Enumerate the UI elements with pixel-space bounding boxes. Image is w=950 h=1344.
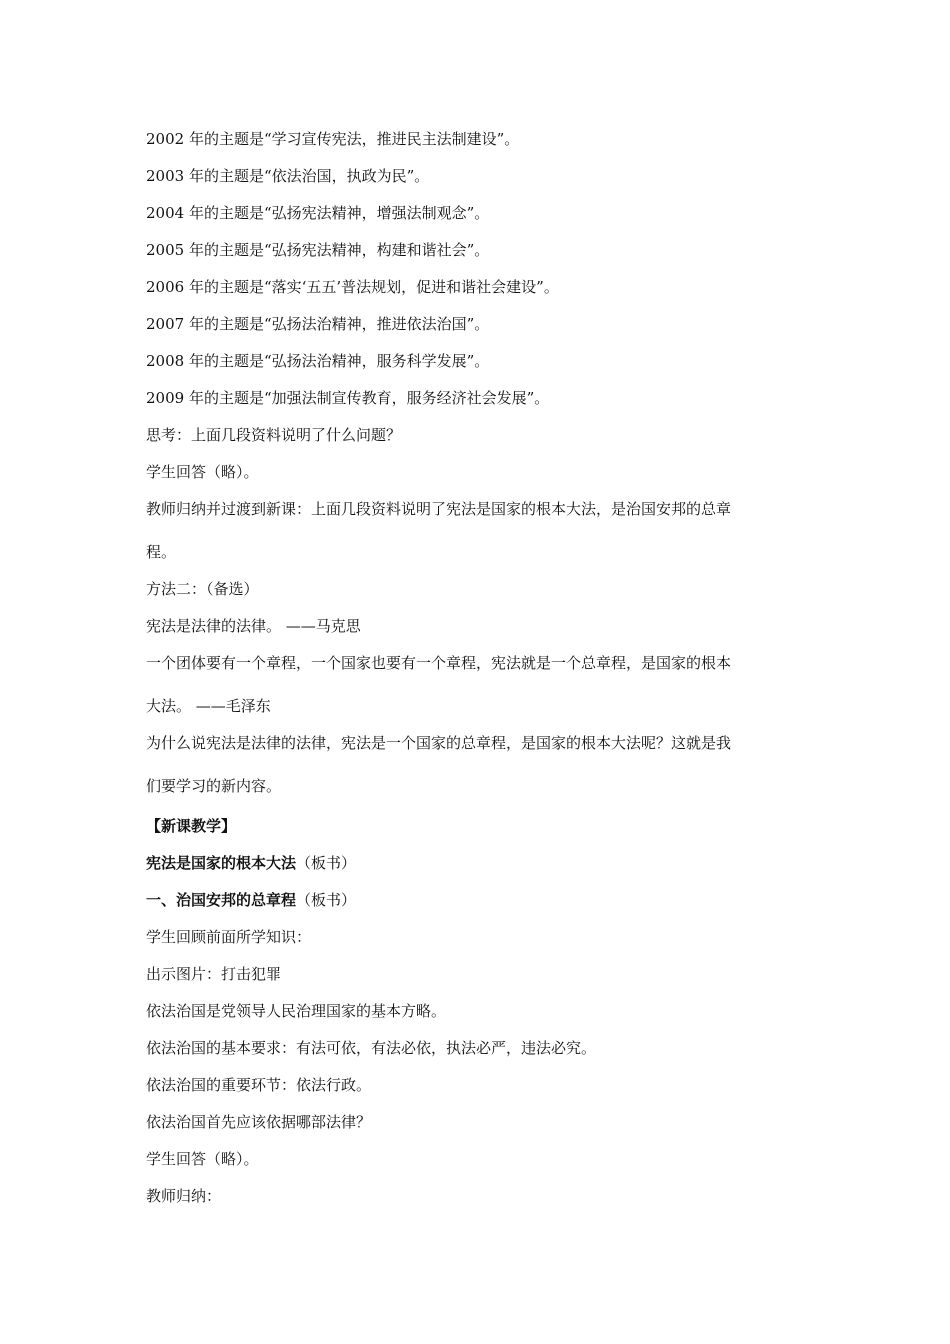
paragraph-teacher-summary-line-1: 教师归纳并过渡到新课：上面几段资料说明了宪法是国家的根本大法，是治国安邦的总章 bbox=[146, 500, 732, 518]
subsection-title-governance-note: （板书） bbox=[296, 891, 357, 909]
paragraph-theme-2006: 2006 年的主题是“落实‘五五’普法规划，促进和谐社会建设”。 bbox=[146, 278, 559, 296]
paragraph-theme-2003: 2003 年的主题是“依法治国，执政为民”。 bbox=[146, 167, 430, 185]
section-title-constitution bbox=[146, 853, 806, 873]
paragraph-student-answer-2: 学生回答（略）。 bbox=[146, 1150, 259, 1168]
quote-marx: 宪法是法律的法律。 ——马克思 bbox=[146, 617, 361, 635]
subsection-title-governance-text: 一、治国安邦的总章程 bbox=[146, 891, 297, 909]
paragraph-review: 学生回顾前面所学知识： bbox=[146, 928, 312, 946]
section-title-constitution-text: 宪法是国家的根本大法 bbox=[146, 854, 297, 872]
quote-mao-line-1: 一个团体要有一个章程，一个国家也要有一个章程，宪法就是一个总章程，是国家的根本 bbox=[146, 654, 732, 672]
paragraph-theme-2005: 2005 年的主题是“弘扬宪法精神，构建和谐社会”。 bbox=[146, 241, 490, 259]
paragraph-transition-line-2: 们要学习的新内容。 bbox=[146, 777, 282, 795]
section-heading-new-lesson: 【新课教学】 bbox=[146, 817, 237, 835]
subsection-title-governance bbox=[146, 890, 806, 910]
quote-mao-line-2: 大法。 ——毛泽东 bbox=[146, 697, 271, 715]
paragraph-important-link: 依法治国的重要环节：依法行政。 bbox=[146, 1076, 372, 1094]
paragraph-theme-2002: 2002 年的主题是“学习宣传宪法，推进民主法制建设”。 bbox=[146, 130, 520, 148]
paragraph-show-image: 出示图片：打击犯罪 bbox=[146, 965, 282, 983]
paragraph-theme-2007: 2007 年的主题是“弘扬法治精神，推进依法治国”。 bbox=[146, 315, 490, 333]
paragraph-method-two: 方法二：（备选） bbox=[146, 580, 259, 598]
paragraph-teacher-conclusion: 教师归纳： bbox=[146, 1187, 222, 1205]
section-title-constitution-note: （板书） bbox=[296, 854, 357, 872]
paragraph-which-law: 依法治国首先应该依据哪部法律？ bbox=[146, 1113, 372, 1131]
paragraph-basic-requirements: 依法治国的基本要求：有法可依，有法必依，执法必严，违法必究。 bbox=[146, 1039, 597, 1057]
paragraph-question: 思考：上面几段资料说明了什么问题？ bbox=[146, 426, 402, 444]
paragraph-theme-2004: 2004 年的主题是“弘扬宪法精神，增强法制观念”。 bbox=[146, 204, 490, 222]
paragraph-theme-2008: 2008 年的主题是“弘扬法治精神，服务科学发展”。 bbox=[146, 352, 490, 370]
paragraph-theme-2009: 2009 年的主题是“加强法制宣传教育，服务经济社会发展”。 bbox=[146, 389, 550, 407]
paragraph-transition-line-1: 为什么说宪法是法律的法律，宪法是一个国家的总章程，是国家的根本大法呢？这就是我 bbox=[146, 734, 732, 752]
paragraph-teacher-summary-line-2: 程。 bbox=[146, 543, 177, 561]
paragraph-rule-of-law: 依法治国是党领导人民治理国家的基本方略。 bbox=[146, 1002, 447, 1020]
paragraph-student-answer: 学生回答（略）。 bbox=[146, 463, 259, 481]
